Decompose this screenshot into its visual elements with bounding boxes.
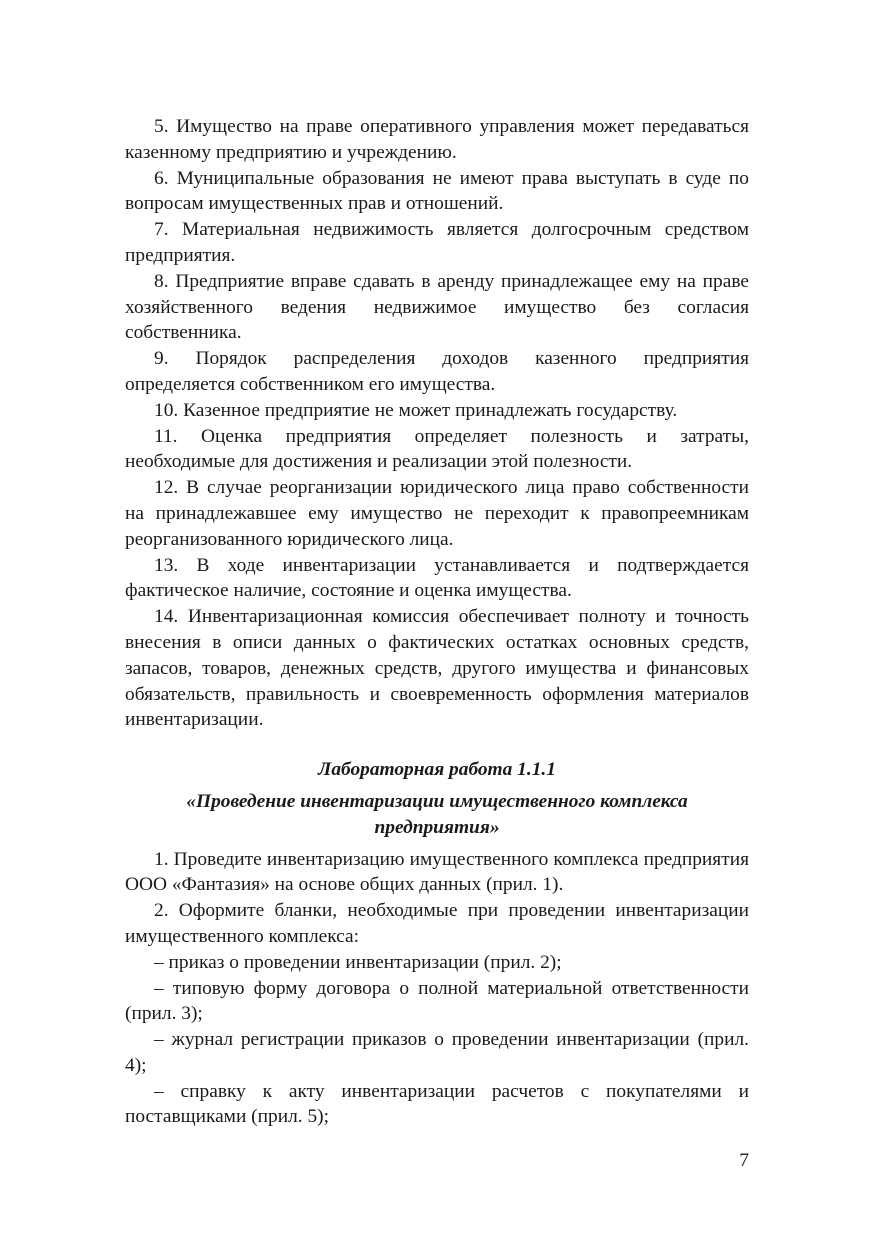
task-item-certificate: – справку к акту инвентаризации расчетов с покупателями и поставщиками (прил. 5); (125, 1080, 749, 1128)
statement-8: 8. Предприятие вправе сдавать в аренду принадлежащее ему на праве хозяйственного ведения недвижимое имущество без согласия собственника. (125, 270, 749, 344)
statement-6: 6. Муниципальные образования не имеют права выступать в суде по вопросам имущественных прав и отношений. (125, 167, 749, 215)
task-2: 2. Оформите бланки, необходимые при проведении инвентаризации имущественного комплекса: (125, 900, 749, 947)
statement-9: 9. Порядок распределения доходов казенного предприятия определяется собственником его имущества. (125, 348, 749, 395)
statement-13: 13. В ходе инвентаризации устанавливается и подтверждается фактическое наличие, состояние и оценка имущества. (125, 554, 749, 602)
statement-5: 5. Имущество на праве оперативного управления может передаваться казенному предприятию и учреждению. (125, 116, 749, 163)
page-number: 7 (739, 1150, 749, 1171)
task-item-order: – приказ о проведении инвентаризации (прил. 2); (154, 951, 562, 973)
statement-14: 14. Инвентаризационная комиссия обеспечивает полноту и точность внесения в описи данных о фактических остатках основных средств, запасов, товаров, денежных средств, другого имущества и финансовых обязательств, правильность и своевременность оформления материалов инвентаризации. (125, 606, 749, 731)
lab-title: «Проведение инвентаризации имущественного комплекса предприятия» (186, 790, 688, 838)
statement-11: 11. Оценка предприятия определяет полезность и затраты, необходимые для достижения и реализации этой полезности. (125, 425, 749, 473)
statement-7: 7. Материальная недвижимость является долгосрочным средством предприятия. (125, 219, 749, 266)
page-body (125, 114, 749, 1130)
statement-12: 12. В случае реорганизации юридического лица право собственности на принадлежавшее ему имущество не переходит к правопреемникам реорганизованного юридического лица. (125, 477, 749, 550)
task-item-contract: – типовую форму договора о полной материальной ответственности (прил. 3); (125, 977, 749, 1025)
task-1: 1. Проведите инвентаризацию имущественного комплекса предприятия ООО «Фантазия» на основе общих данных (прил. 1). (125, 848, 749, 896)
task-item-journal: – журнал регистрации приказов о проведении инвентаризации (прил. 4); (125, 1029, 749, 1076)
lab-heading: Лабораторная работа 1.1.1 (318, 759, 556, 781)
statement-10: 10. Казенное предприятие не может принадлежать государству. (154, 399, 678, 421)
